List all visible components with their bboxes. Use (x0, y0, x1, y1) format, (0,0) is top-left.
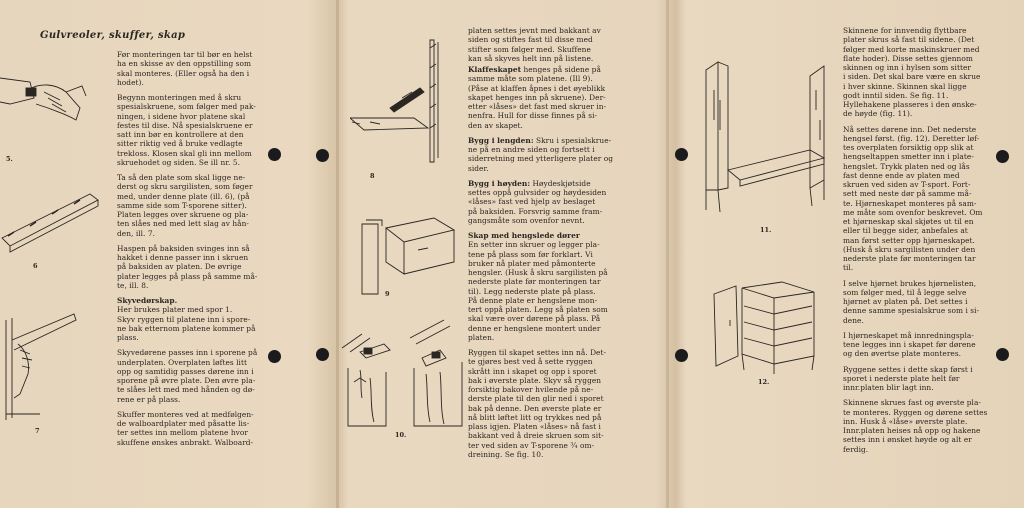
figure-5-label: 5. (6, 155, 13, 163)
figure-9-illustration (358, 210, 458, 295)
section-title: Skap med hengslede dører (468, 231, 580, 240)
figure-8-illustration (350, 38, 450, 168)
figure-8-label: 8 (370, 172, 375, 180)
punch-hole (316, 348, 329, 361)
figure-10-label: 10. (395, 431, 407, 439)
text-column-3 (843, 26, 993, 460)
paragraph: Skuffer monteres ved at medfølgen- de walboardplater med påsatte lis- ter settes inn mellom platene hvor skuffene ønskes anbrakt. Walboard- (117, 409, 254, 447)
paragraph: Ryggen til skapet settes inn nå. Det- te gjøres best ved å sette ryggen skrått inn i skapet og opp i sporet bak i øverste plate. Skyv så ryggen forsiktig bakover hvilende på ne- derste plate til den glir ned i sporet bak på denne. Den øverste plate er nå blitt løftet litt og trykkes ned på plass igjen. Platen «låses» nå fast i bakkant ved å dreie skruen som sit- ter ved siden av T-sporene ¾ om- dreining. Se fig. 10. (468, 348, 607, 459)
paragraph: Ryggene settes i dette skap først i sporet i nederste plate helt før innr.platen blir lagt inn. (843, 364, 973, 392)
paragraph: Skinnene skrues fast og øverste pla- te monteres. Ryggen og dørene settes inn. Husk å «låse» øverste plate. Innr.platen heises nå opp og hakene settes inn i ønsket høyde og alt er ferdig. (843, 398, 988, 454)
figure-7-illustration (0, 310, 80, 422)
paragraph: Skyvedørene passes inn i sporene på underplaten. Overplaten løftes litt opp og samtidig passes dørene inn i sporene på øvre plate. Den øvre pla- te slåes lett med med hånden og dø- rene er på plass. (117, 348, 258, 404)
paragraph: I hjørneskapet må innredningspla- tene legges inn i skapet før dørene og den øvertse plate monteres. (843, 330, 976, 359)
paragraph: Før monteringen tar til bør en helst ha en skisse av den oppstilling som skal monteres. (Eller også ha den i hodet). (117, 50, 253, 87)
figure-9-label: 9 (385, 290, 390, 298)
fold-line (336, 0, 339, 508)
punch-hole (268, 148, 281, 161)
figure-10-illustration (340, 318, 470, 428)
fold-line (666, 0, 669, 508)
text-column-1 (117, 50, 259, 453)
section-title: Skyvedørskap. (117, 296, 178, 305)
figure-7-label: 7 (35, 427, 40, 435)
punch-hole (268, 350, 281, 363)
figure-5-illustration (0, 68, 90, 148)
figure-11-illustration (700, 60, 830, 220)
punch-hole (316, 149, 329, 162)
paragraph: Nå settes dørene inn. Det nederste hengsel først. (fig. 12). Deretter løf- tes overplaten forsiktig opp slik at hengseltappen smetter inn i plate- hengslet. Trykk platen ned og lås fast denne ende av platen med skruen ved siden av T-sport. Fort- sett med neste dør på samme må- te. Hjørneskapet monteres på sam- me måte som ovenfor beskrevet. Om et hjørneskap skal skjøtes ut til en eller til begge sider, anbefales at man først setter opp hjørneskapet. (Husk å skru sargilisten under den nederste plate før monteringen tar til. (843, 124, 983, 273)
punch-hole (996, 348, 1009, 361)
page-heading: Gulvreoler, skuffer, skap (40, 30, 186, 41)
figure-11-label: 11. (760, 226, 772, 234)
paragraph: Klaffeskapet henges på sidene på samme måte som platene. (Ill 9). (Påse at klaffen åpnes i det øyeblikk skapet henges inn på skruene). Der- etter «låses» det fast med skruer in- nenfra. Hull for disse finnes på si- den av skapet. (468, 65, 607, 130)
punch-hole (675, 148, 688, 161)
figure-6-label: 6 (33, 262, 38, 270)
paragraph: En setter inn skruer og legger pla- tene på plass som før forklart. Vi bruker nå plater med påmonterte hengsler. (Husk å skru sargilisten på nederste plate før monteringen tar til). Legg nederste plate på plass. På denne plate er hengslene mon- tert oppå platen. Legg så platen som skal være over dørene på plass. På denne er hengslene montert under platen. (468, 240, 608, 342)
text-column-2 (468, 26, 630, 465)
paragraph: Haspen på baksiden svinges inn så hakket i denne passer inn i skruen på baksiden av platen. De øvrige plater legges på plass på samme må- te, ill. 8. (117, 243, 258, 290)
figure-12-illustration (712, 280, 822, 375)
paragraph: Bygg i lengden: Skru i spesialskrue- ne på en andre siden og fortsett i siderretning med ytterligere plater og sider. (468, 135, 614, 173)
punch-hole (675, 349, 688, 362)
paragraph: Bygg i høyden: Høydeskjøtside settes oppå gulvsider og høydesiden «låses» fast ved hjelp av beslaget på baksiden. Forsvrig samme fram- gangsmåte som ovenfor nevnt. (468, 178, 607, 225)
punch-hole (996, 150, 1009, 163)
paragraph: Ta så den plate som skal ligge ne- derst og skru sargilisten, som føger med, under denne plate (ill. 6), (på samme side som T-sporene sitter). Platen legges over skruene og pla- ten slåes ned med lett slag av hån- den, ill. 7. (117, 173, 253, 238)
paragraph: I selve hjørnet brukes hjørnelisten, som følger med, til å legge selve hjørnet av platen på. Det settes i denne samme spesialskrue som i si- dene. (843, 278, 980, 325)
paragraph: Begynn monteringen med å skru spesialskruene, som følger med pak- ningen, i sidene hvor platene skal festes til dise. Nå spesialskruene er satt inn bør en kontrollere at den sitter riktig ved å bruke vedlagte trekloss. Klosen skal gli inn mellom skruehodet og siden. Se ill nr. 5. (117, 93, 256, 167)
paragraph: Skinnene for innvendig flyttbare plater skrus så fast til sidene. (Det følger med korte maskinskruer med flate hoder). Disse settes gjennom skinnen og inn i hylsen som sitter i siden. Det skal bare være en skrue i hver skinne. Skinnen skal ligge godt inntil siden. Se fig. 11. Hyllehakene plasseres i den ønske- de høyde (fig. 11). (843, 26, 981, 119)
figure-12-label: 12. (758, 378, 770, 386)
figure-6-illustration (0, 186, 100, 256)
paragraph: platen settes jevnt med bakkant av siden og stiftes fast til disse med stifter som følger med. Skuffene kan så skyves helt inn på listene. (468, 26, 601, 63)
paragraph: Her brukes plater med spor 1. Skyv ryggen til platene inn i spore- ne bak etternom platene kommer på plass. (117, 305, 256, 342)
